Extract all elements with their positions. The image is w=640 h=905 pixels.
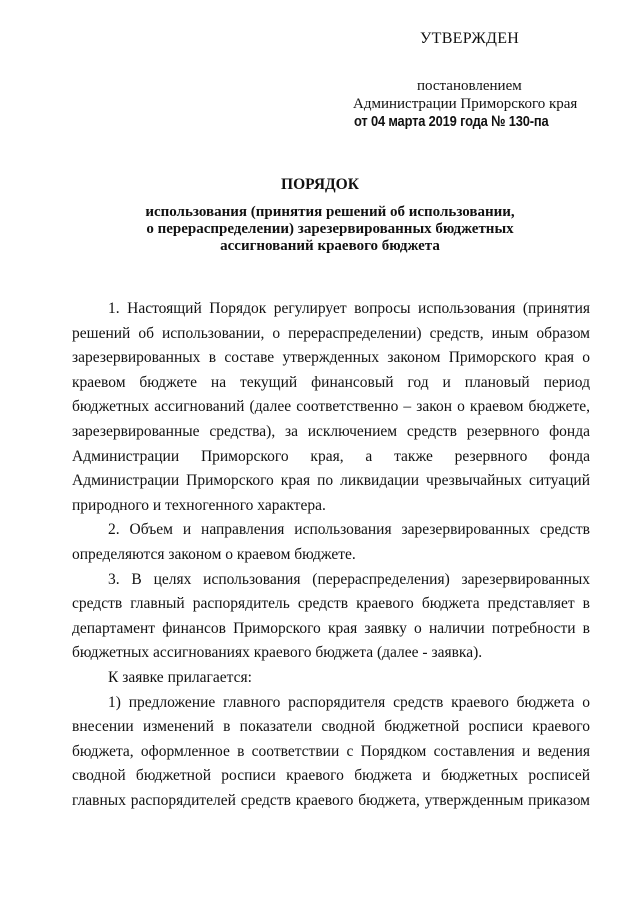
- approval-authority: Администрации Приморского края: [353, 96, 578, 112]
- subtitle-line: использования (принятия решений об использовании,: [145, 204, 515, 220]
- approval-resolution-label: постановлением: [417, 78, 522, 94]
- approval-stamp: [0, 0, 640, 140]
- subtitle-line: ассигнований краевого бюджета: [220, 238, 440, 254]
- paragraph-3: 3. В целях использования (перераспределения) зарезервированных средств главный распорядитель средств краевого бюджета представляет в департамент финансов Приморского края заявку о наличии потребности в бюджетных ассигнованиях краевого бюджета (далее - заявка).: [72, 570, 590, 662]
- subtitle-line: о перераспределении) зарезервированных бюджетных: [146, 221, 514, 237]
- paragraph-5: 1) предложение главного распорядителя средств краевого бюджета о внесении изменений в показатели сводной бюджетной росписи краевого бюджета, оформленное в соответствии с Порядком составления и ведения сводной бюджетной росписи краевого бюджета и бюджетных росписей главных распорядителей средств краевого бюджета, утвержденным приказом: [72, 693, 590, 809]
- paragraph-1: 1. Настоящий Порядок регулирует вопросы использования (принятия решений об использовании, о перераспределении) средств, иным образом зарезервированных в составе утвержденных законом Приморского края о краевом бюджете на текущий финансовый год и плановый период бюджетных ассигнований (далее соответственно – закон о краевом бюджете, зарезервированные средства), за исключением средств резервного фонда Администрации Приморского края, а также резервного фонда Администрации Приморского края по ликвидации чрезвычайных ситуаций природного и техногенного характера.: [72, 300, 590, 514]
- document-title: ПОРЯДОК: [281, 176, 359, 193]
- approval-title: УТВЕРЖДЕН: [420, 30, 520, 47]
- document-subtitle: [120, 204, 540, 255]
- paragraph-2: 2. Объем и направления использования зарезервированных средств определяются законом о краевом бюджете.: [72, 521, 590, 563]
- paragraph-4: К заявке прилагается:: [108, 668, 252, 686]
- document-body: [72, 297, 590, 813]
- approval-date-number: от 04 марта 2019 года № 130-па: [354, 113, 549, 130]
